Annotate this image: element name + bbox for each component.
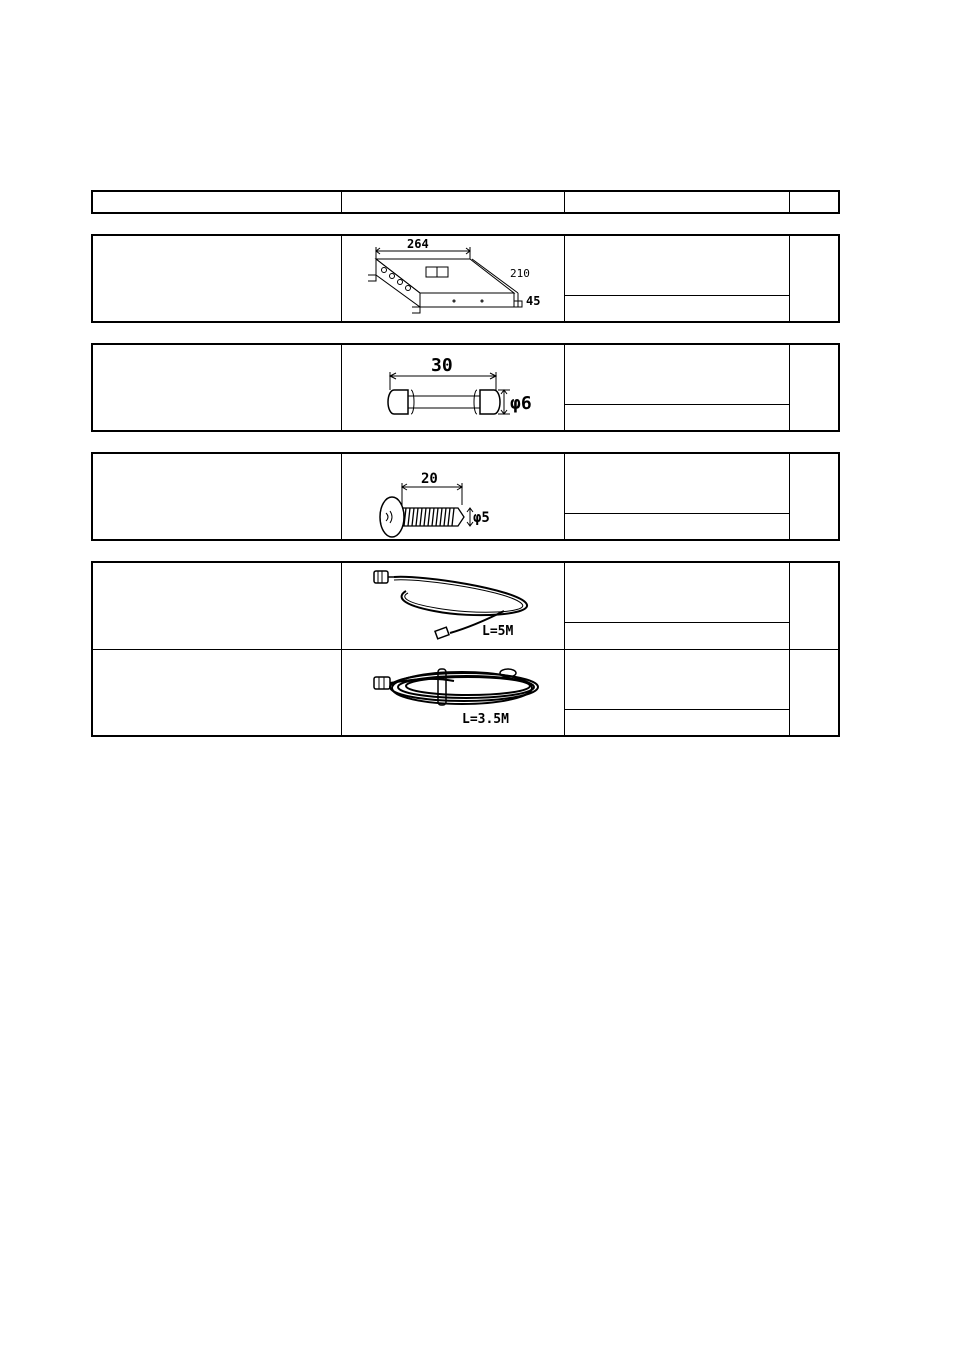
column-divider [789,236,790,321]
column-divider [341,454,342,539]
screw-drawing [343,454,565,539]
row-divider [564,709,789,710]
dim-height: 45 [526,293,541,308]
cable-3-5m-drawing [343,651,565,735]
header-divider [789,192,790,212]
row-divider [564,295,789,296]
header-divider [341,192,342,212]
parts-table-row [91,452,840,541]
row-divider [564,404,789,405]
dim-length: 20 [421,470,438,487]
parts-table-group [91,561,840,737]
dim-diameter: φ5 [473,509,490,526]
column-divider [789,345,790,430]
row-divider [564,622,789,623]
row-divider [93,649,838,650]
cable-5m-drawing [343,563,565,647]
dim-length: 264 [407,236,429,251]
control-box-drawing [343,236,565,321]
header-table [91,190,840,214]
dim-width: 210 [510,266,530,280]
dim-diameter: φ6 [510,392,532,414]
parts-table-row [91,234,840,323]
column-divider [789,454,790,539]
column-divider [341,345,342,430]
dim-length: L=3.5M [462,712,509,727]
fuse-drawing [343,345,565,430]
row-divider [564,513,789,514]
parts-table-row [91,343,840,432]
dim-length: L=5M [482,624,514,639]
column-divider [341,236,342,321]
header-divider [564,192,565,212]
dim-length: 30 [431,354,453,376]
